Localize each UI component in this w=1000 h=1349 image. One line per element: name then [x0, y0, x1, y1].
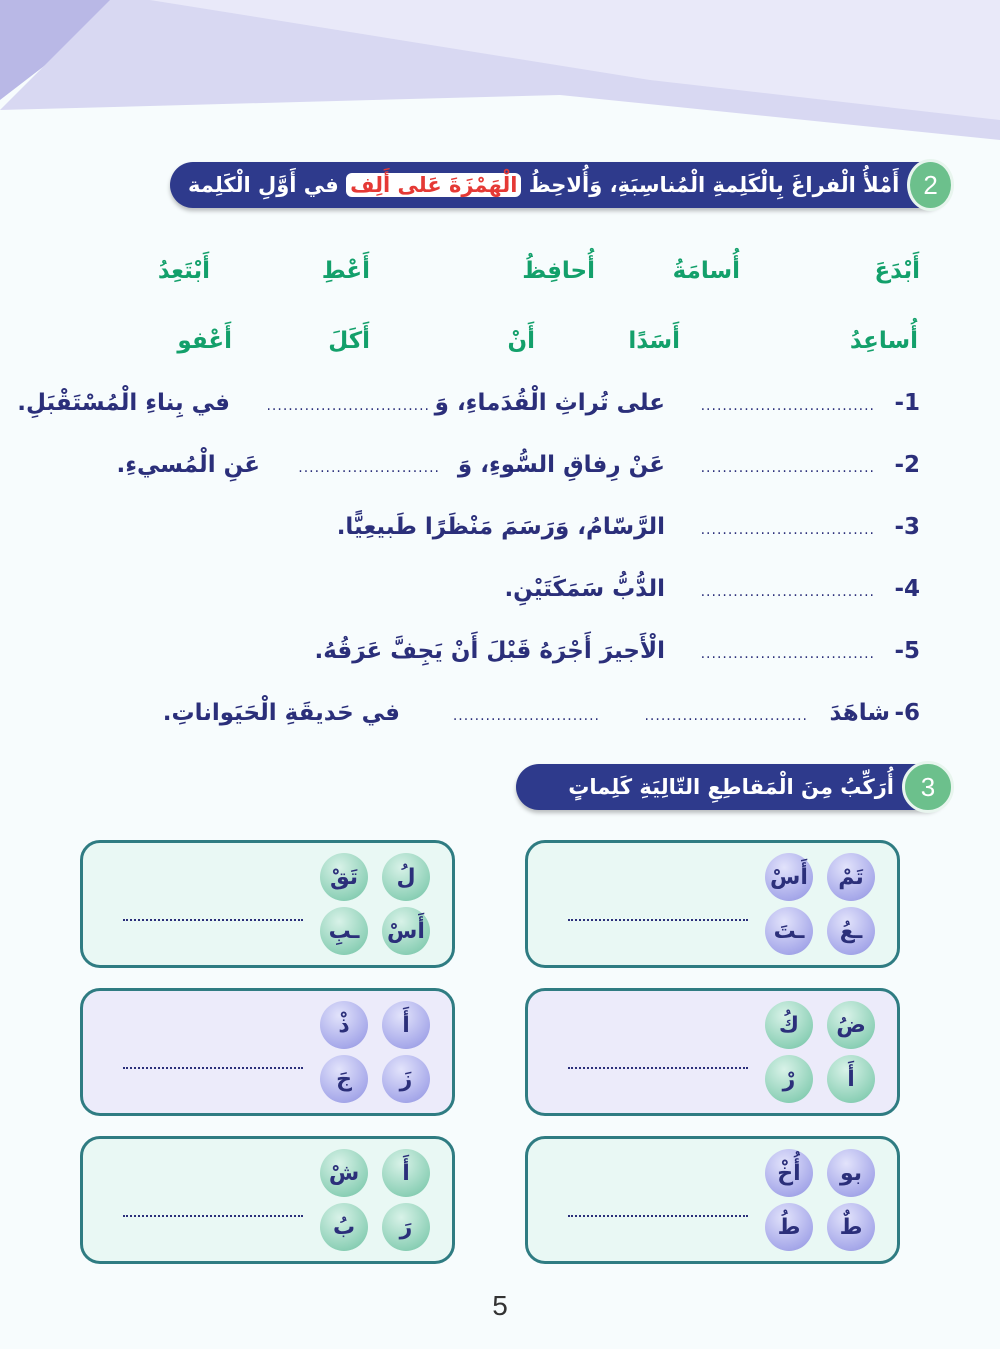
answer-line[interactable]: [568, 1215, 748, 1217]
syllable-bubble[interactable]: رْ: [765, 1055, 813, 1103]
sentence-1: 1- ................................ على تُراثِ الْقُدَماءِ، وَ .............................. في بِناءِ الْمُسْتَقْبَلِ.: [17, 390, 920, 416]
answer-blank[interactable]: ................................: [700, 460, 875, 476]
syllable-bubble[interactable]: كُ: [765, 1001, 813, 1049]
word-bank-item: أَكَلَ: [328, 328, 370, 354]
answer-blank[interactable]: ..............................: [644, 708, 808, 724]
answer-blank[interactable]: ................................: [700, 522, 875, 538]
word-bank-item: أَعْفو: [177, 328, 232, 354]
section-2-header: [170, 162, 948, 208]
answer-blank[interactable]: ................................: [700, 584, 875, 600]
syllable-bubble[interactable]: بُ: [320, 1203, 368, 1251]
syllable-bubble[interactable]: ـعُ: [827, 907, 875, 955]
syllable-bubble[interactable]: أَسْ: [382, 907, 430, 955]
syllable-bubble[interactable]: تَمْ: [827, 853, 875, 901]
answer-blank[interactable]: ..........................: [298, 460, 440, 476]
syllable-bubble[interactable]: ضُ: [827, 1001, 875, 1049]
sentence-3: 3- ................................ الرَّسّامُ، وَرَسَمَ مَنْظَرًا طَبيعِيًّا.: [336, 514, 920, 540]
syllable-bubble[interactable]: ـبِ: [320, 907, 368, 955]
sentence-5: 5- ................................ الْأَجيرَ أَجْرَهُ قَبْلَ أَنْ يَجِفَّ عَرَقُهُ.: [314, 638, 920, 664]
answer-line[interactable]: [568, 1067, 748, 1069]
syllable-bubble[interactable]: أُخْ: [765, 1149, 813, 1197]
sentence-2: 2- ................................ عَنْ رِفاقِ السُّوءِ، وَ .......................... عَنِ الْمُسيءِ.: [116, 452, 920, 478]
word-bank-item: أَعْطِ: [321, 258, 370, 284]
syllable-bubble[interactable]: شْ: [320, 1149, 368, 1197]
syllable-bubble[interactable]: بو: [827, 1149, 875, 1197]
syllable-bubble[interactable]: زَ: [382, 1055, 430, 1103]
answer-blank[interactable]: ...........................: [452, 708, 600, 724]
syllable-box: [525, 988, 900, 1116]
section-2-number: 2: [907, 159, 954, 211]
sentence-6: 6- شاهَدَ .............................. ........................... في حَديقَةِ الْحَيَواناتِ.: [162, 700, 920, 726]
syllable-bubble[interactable]: جَ: [320, 1055, 368, 1103]
syllable-bubble[interactable]: ذْ: [320, 1001, 368, 1049]
syllable-bubble[interactable]: ـتَ: [765, 907, 813, 955]
word-bank-item: أُساعِدُ: [849, 328, 918, 354]
word-bank-item: أُسامَةُ: [672, 258, 740, 284]
word-bank-item: أَسَدًا: [628, 328, 680, 354]
page-number: 5: [492, 1290, 508, 1321]
corner-decoration: [0, 0, 1000, 150]
section-3-number: 3: [902, 761, 954, 813]
answer-line[interactable]: [123, 1215, 303, 1217]
word-bank-item: أُحافِظُ: [522, 258, 595, 284]
syllable-box: [525, 1136, 900, 1264]
answer-line[interactable]: [123, 919, 303, 921]
syllable-box: [80, 1136, 455, 1264]
syllable-bubble[interactable]: طٌ: [827, 1203, 875, 1251]
answer-blank[interactable]: ................................: [700, 398, 875, 414]
syllable-bubble[interactable]: لُ: [382, 853, 430, 901]
word-bank-item: أَنْ: [507, 328, 535, 354]
syllable-bubble[interactable]: أَ: [827, 1055, 875, 1103]
section-2-instruction: أَمْلأُ الْفراغَ بِالْكَلِمةِ الْمُناسِبَةِ، وَأُلاحِظُ الْهَمْزَةَ عَلى أَلِف في أَوَّلِ الْكَلِمة: [188, 173, 900, 197]
section-3-instruction: أُرَكِّبُ مِنَ الْمَقاطِعِ التّالِيَةِ كَلِماتٍ: [568, 775, 894, 799]
answer-line[interactable]: [568, 919, 748, 921]
syllable-box: [80, 840, 455, 968]
section-3-header: [516, 764, 948, 810]
answer-line[interactable]: [123, 1067, 303, 1069]
syllable-bubble[interactable]: رَ: [382, 1203, 430, 1251]
highlighted-phrase: الْهَمْزَةَ عَلى أَلِف: [346, 173, 521, 197]
word-bank-item: أَبْتَعِدُ: [157, 258, 210, 284]
syllable-bubble[interactable]: أَ: [382, 1149, 430, 1197]
syllable-box: [525, 840, 900, 968]
syllable-bubble[interactable]: أَسْ: [765, 853, 813, 901]
syllable-bubble[interactable]: أَ: [382, 1001, 430, 1049]
syllable-box: [80, 988, 455, 1116]
syllable-bubble[interactable]: تَقْ: [320, 853, 368, 901]
sentence-4: 4- ................................ الدُّبُّ سَمَكَتَيْنِ.: [504, 576, 920, 602]
answer-blank[interactable]: ..............................: [266, 398, 430, 414]
syllable-bubble[interactable]: طُ: [765, 1203, 813, 1251]
answer-blank[interactable]: ................................: [700, 646, 875, 662]
word-bank-item: أَبْدَعَ: [874, 258, 920, 284]
